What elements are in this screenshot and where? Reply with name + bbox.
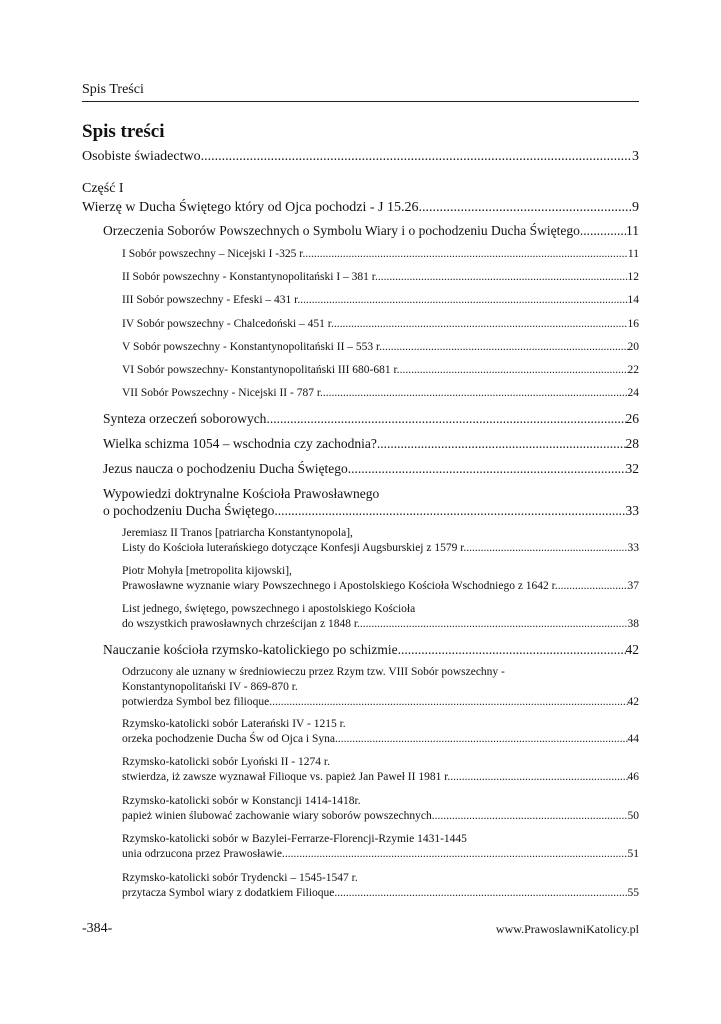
toc-entry[interactable]: Nauczanie kościoła rzymsko-katolickiego po schizmie ..... 42	[103, 641, 639, 658]
toc-entry[interactable]: Rzymsko-katolicki sobór w Bazylei-Ferrarze-Florencji-Rzymie 1431-1445 unia odrzucona przez Prawosławie ..... 51	[122, 832, 639, 862]
toc-entry[interactable]: Osobiste świadectwo ..... 3	[82, 148, 639, 165]
toc-entry[interactable]: V Sobór powszechny - Konstantynopolitański II – 553 r. ..... 20	[122, 340, 639, 355]
toc-entry[interactable]: List jednego, świętego, powszechnego i apostolskiego Kościoła do wszystkich prawosławnych chrześcijan z 1848 r. ..... 38	[122, 602, 639, 632]
toc-entry[interactable]: Jezus naucza o pochodzeniu Ducha Świętego ..... 32	[103, 460, 639, 477]
toc-entry[interactable]: Odrzucony ale uznany w średniowieczu przez Rzym tzw. VIII Sobór powszechny - Konstantynopolitański IV - 869-870 r. potwierdza Symbol bez filioque ..... 42	[122, 665, 639, 710]
toc-entry[interactable]: VI Sobór powszechny- Konstantynopolitański III 680-681 r. ..... 22	[122, 363, 639, 378]
toc-entry[interactable]: Jeremiasz II Tranos [patriarcha Konstantynopola], Listy do Kościoła luterańskiego dotyczące Konfesji Augsburskiej z 1579 r. ..... 33	[122, 526, 639, 556]
toc-entry[interactable]: Rzymsko-katolicki sobór Lyoński II - 1274 r. stwierdza, iż zawsze wyznawał Filioque vs. papież Jan Paweł II 1981 r. ..... 46	[122, 755, 639, 785]
toc-entry[interactable]: Wierzę w Ducha Świętego który od Ojca pochodzi - J 15.26 ..... 9	[82, 199, 639, 216]
running-title: Spis Treści	[82, 82, 144, 97]
toc-entry[interactable]: Rzymsko-katolicki sobór Laterański IV - 1215 r. orzeka pochodzenie Ducha Św od Ojca i Syna ..... 44	[122, 717, 639, 747]
part-label: Część I	[82, 181, 124, 196]
toc-entry[interactable]: Synteza orzeczeń soborowych ..... 26	[103, 410, 639, 427]
toc-entry[interactable]: VII Sobór Powszechny - Nicejski II - 787 r. ..... 24	[122, 386, 639, 401]
toc-entry[interactable]: Orzeczenia Soborów Powszechnych o Symbolu Wiary i o pochodzeniu Ducha Świętego ..... 11	[103, 222, 639, 239]
toc-entry[interactable]: III Sobór powszechny - Efeski – 431 r. ..... 14	[122, 293, 639, 308]
website-url: www.PrawoslawniKatolicy.pl	[495, 922, 639, 936]
page-title: Spis treści	[82, 121, 165, 142]
toc-entry[interactable]: IV Sobór powszechny - Chalcedoński – 451 r. ..... 16	[122, 317, 639, 332]
running-header	[82, 82, 639, 102]
toc-entry[interactable]: Rzymsko-katolicki sobór Trydencki – 1545-1547 r. przytacza Symbol wiary z dodatkiem Filioque ..... 55	[122, 871, 639, 901]
toc-entry[interactable]: Rzymsko-katolicki sobór w Konstancji 1414-1418r. papież winien ślubować zachowanie wiary soborów powszechnych ..... 50	[122, 794, 639, 824]
toc-entry[interactable]: Wypowiedzi doktrynalne Kościoła Prawosławnego o pochodzeniu Ducha Świętego ..... 33	[103, 485, 639, 519]
page-number: -384-	[82, 921, 113, 936]
toc-entry[interactable]: Wielka schizma 1054 – wschodnia czy zachodnia? ..... 28	[103, 435, 639, 452]
toc-entry[interactable]: II Sobór powszechny - Konstantynopolitański I – 381 r. ..... 12	[122, 270, 639, 285]
toc-entry[interactable]: Piotr Mohyła [metropolita kijowski], Prawosławne wyznanie wiary Powszechnego i Apostolskiego Kościoła Wschodniego z 1642 r. ..... 37	[122, 564, 639, 594]
toc-entry[interactable]: I Sobór powszechny – Nicejski I -325 r. ..... 11	[122, 247, 639, 262]
